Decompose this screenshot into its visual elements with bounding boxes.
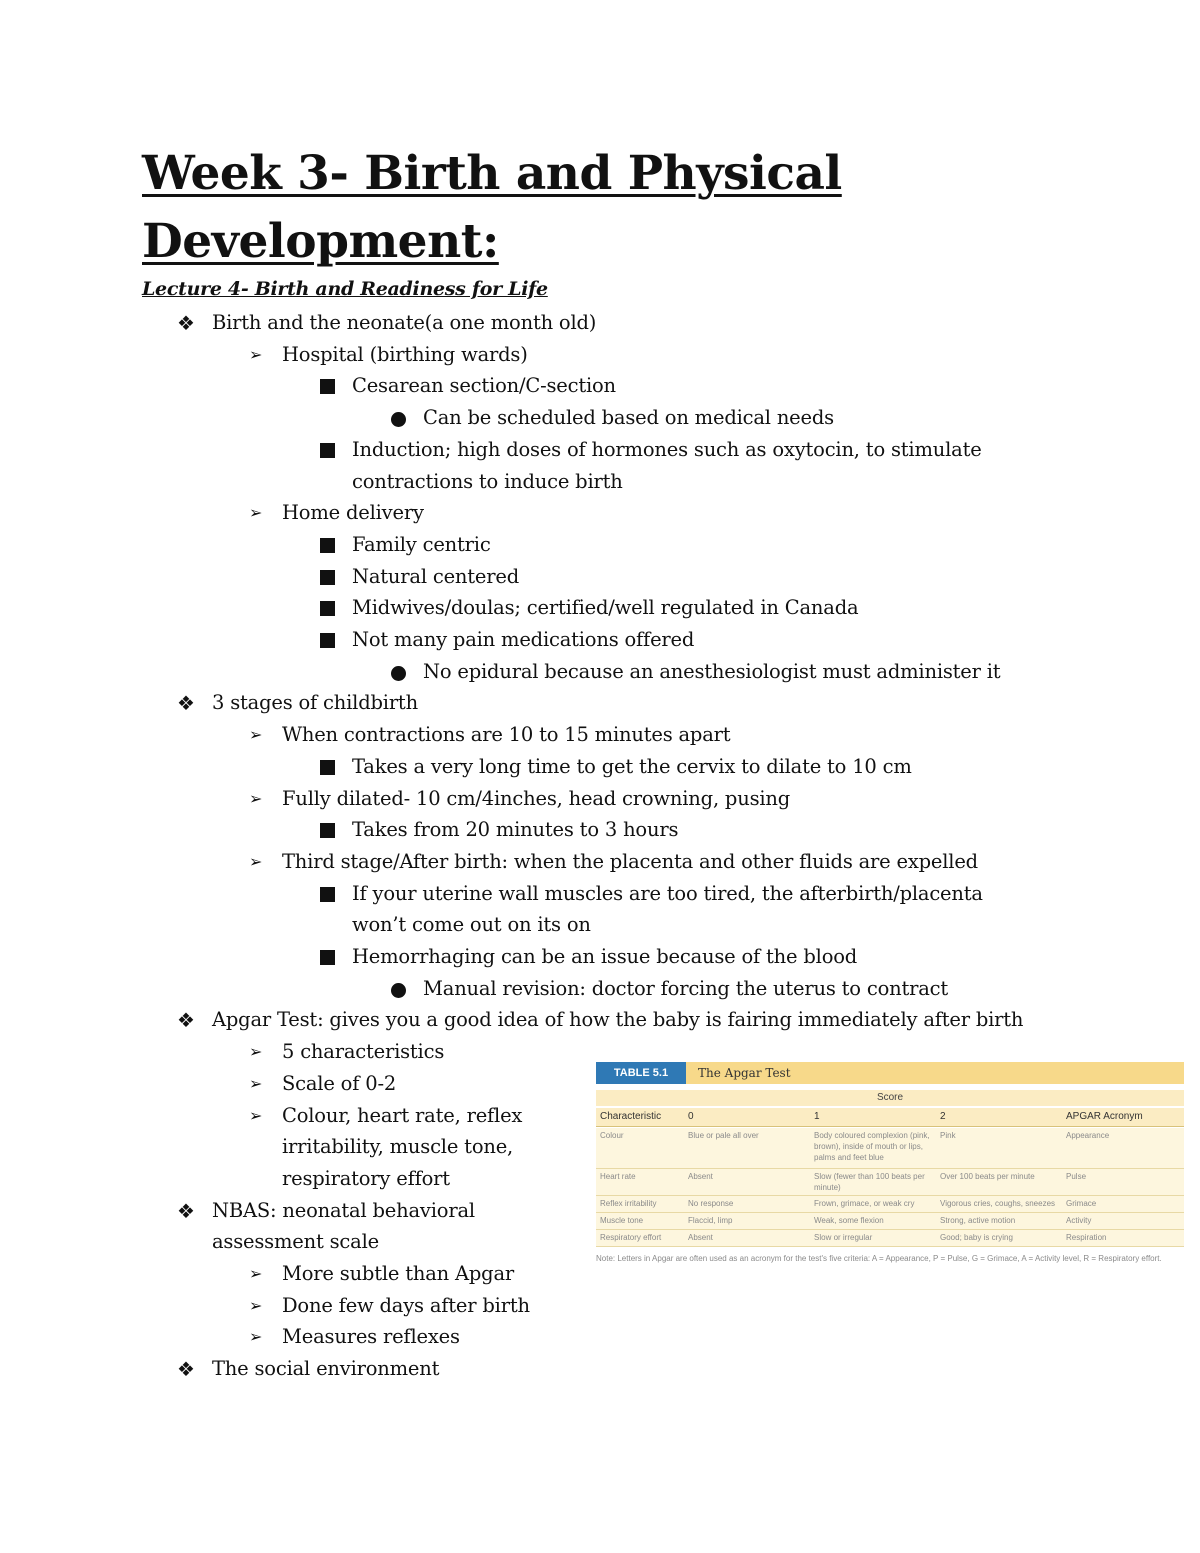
square-shape (320, 570, 335, 585)
square-bullet-icon (320, 532, 335, 553)
lecture-subtitle: Lecture 4- Birth and Readiness for Life (142, 278, 548, 300)
outline-item-level-2: 5 characteristics (282, 1040, 445, 1064)
table-cell: Strong, active motion (940, 1216, 1016, 1225)
table-tag: TABLE 5.1 (596, 1062, 686, 1084)
outline-item-level-2: Colour, heart rate, reflex (282, 1103, 523, 1127)
column-header: 0 (688, 1111, 694, 1122)
outline-item-level-3: Takes a very long time to get the cervix to dilate to 10 cm (352, 754, 912, 778)
square-bullet-icon (320, 881, 335, 902)
outline-item-level-4: Can be scheduled based on medical needs (423, 406, 834, 430)
square-bullet-icon (320, 564, 335, 585)
column-header: APGAR Acronym (1066, 1111, 1143, 1122)
column-header: 2 (940, 1111, 946, 1122)
column-header: 1 (814, 1111, 820, 1122)
dot-bullet-icon (391, 976, 406, 998)
square-bullet-icon (320, 944, 335, 965)
table-row (596, 1196, 1184, 1213)
outline-item-level-3: Induction; high doses of hormones such as oxytocin, to stimulate (352, 437, 982, 461)
outline-item-level-2: Hospital (birthing wards) (282, 342, 528, 366)
table-cell: Activity (1066, 1216, 1092, 1225)
outline-item-level-3: Hemorrhaging can be an issue because of the blood (352, 945, 858, 968)
outline-item-level-3: Takes from 20 minutes to 3 hours (352, 818, 679, 842)
table-cell: Body coloured complexion (pink, brown), inside of mouth or lips, palms and feet blue (814, 1131, 930, 1162)
square-shape (320, 379, 335, 394)
arrow-bullet-icon: ➢ (249, 725, 263, 745)
table-cell: Absent (688, 1172, 713, 1181)
arrow-bullet-icon: ➢ (249, 1327, 263, 1347)
table-cell: Reflex irritability (600, 1199, 657, 1208)
outline-item-level-3: contractions to induce birth (352, 469, 623, 493)
square-bullet-icon (320, 627, 335, 648)
table-row (596, 1128, 1184, 1169)
square-bullet-icon (320, 817, 335, 838)
arrow-bullet-icon: ➢ (249, 503, 263, 523)
diamond-bullet-icon: ❖ (177, 691, 195, 716)
outline-item-level-1: assessment scale (212, 1230, 379, 1254)
table-column-headers (596, 1108, 1184, 1127)
diamond-bullet-icon: ❖ (177, 1198, 195, 1223)
table-header-bar (596, 1062, 1184, 1084)
outline-item-level-2: irritability, muscle tone, (282, 1135, 514, 1159)
table-note: Note: Letters in Apgar are often used as an acronym for the test's five criteria: A = Appearance, P = Pulse, G = Grimace, A = Activity level, R = Respiratory effort. (596, 1254, 1162, 1263)
outline-item-level-3: Midwives/doulas; certified/well regulated in Canada (352, 596, 859, 620)
page-title (142, 140, 1042, 276)
table-cell: Frown, grimace, or weak cry (814, 1199, 915, 1208)
square-bullet-icon (320, 373, 335, 394)
table-cell: Appearance (1066, 1131, 1110, 1140)
square-shape (320, 887, 335, 902)
apgar-table-image (596, 1062, 1184, 1272)
column-header: Characteristic (600, 1111, 662, 1122)
diamond-bullet-icon: ❖ (177, 1008, 195, 1033)
square-shape (320, 823, 335, 838)
table-cell: Weak, some flexion (814, 1216, 884, 1225)
outline-item-level-1: 3 stages of childbirth (212, 691, 418, 715)
square-shape (320, 950, 335, 965)
square-shape (320, 443, 335, 458)
outline-item-level-1: Birth and the neonate(a one month old) (212, 311, 597, 334)
table-cell: Over 100 beats per minute (940, 1172, 1035, 1181)
outline-item-level-1: The social environment (212, 1357, 440, 1381)
outline-item-level-4: Manual revision: doctor forcing the uterus to contract (423, 976, 949, 1000)
table-cell: Pink (940, 1131, 956, 1140)
table-cell: Colour (600, 1131, 624, 1140)
table-cell: Muscle tone (600, 1216, 644, 1225)
table-cell: No response (688, 1199, 734, 1208)
arrow-bullet-icon: ➢ (249, 788, 263, 808)
square-bullet-icon (320, 595, 335, 616)
table-cell: Grimace (1066, 1199, 1097, 1208)
arrow-bullet-icon: ➢ (249, 344, 263, 364)
title-line-2: Development: (142, 214, 499, 269)
outline-item-level-3: Natural centered (352, 564, 520, 588)
table-cell: Absent (688, 1233, 713, 1242)
arrow-bullet-icon: ➢ (249, 1042, 263, 1062)
arrow-bullet-icon: ➢ (249, 1073, 263, 1093)
dot-shape (391, 666, 406, 681)
outline-item-level-2: Scale of 0-2 (282, 1071, 397, 1095)
outline-item-level-3: won’t come out on its on (352, 913, 591, 937)
outline-item-level-3: Cesarean section/C-section (352, 374, 616, 398)
outline-item-level-2: Third stage/After birth: when the placenta and other fluids are expelled (282, 849, 978, 873)
diamond-bullet-icon: ❖ (177, 311, 195, 335)
square-shape (320, 633, 335, 648)
square-shape (320, 538, 335, 553)
outline-item-level-2: More subtle than Apgar (282, 1262, 514, 1285)
square-shape (320, 601, 335, 616)
table-cell: Slow (fewer than 100 beats per minute) (814, 1172, 925, 1192)
outline-item-level-2: Measures reflexes (282, 1325, 460, 1349)
table-cell: Respiratory effort (600, 1233, 662, 1242)
square-bullet-icon (320, 437, 335, 458)
dot-shape (391, 983, 406, 998)
dot-bullet-icon (391, 659, 406, 681)
outline-item-level-3: If your uterine wall muscles are too tired, the afterbirth/placenta (352, 881, 983, 905)
outline-item-level-2: Fully dilated- 10 cm/4inches, head crowning, pusing (282, 786, 791, 810)
outline-item-level-2: Home delivery (282, 501, 424, 525)
outline-item-level-2: respiratory effort (282, 1166, 450, 1190)
table-cell: Vigorous cries, coughs, sneezes (940, 1199, 1056, 1208)
outline-item-level-2: When contractions are 10 to 15 minutes apart (282, 723, 731, 747)
outline-item-level-4: No epidural because an anesthesiologist must administer it (423, 659, 1001, 683)
outline-item-level-3: Family centric (352, 532, 491, 556)
dot-shape (391, 412, 406, 427)
arrow-bullet-icon: ➢ (249, 1264, 263, 1283)
title-line-1: Week 3- Birth and Physical (142, 146, 842, 201)
table-cell: Good; baby is crying (940, 1233, 1013, 1242)
table-cell: Flaccid, limp (688, 1216, 733, 1225)
dot-bullet-icon (391, 405, 406, 427)
outline-item-level-1: NBAS: neonatal behavioral (212, 1198, 475, 1222)
arrow-bullet-icon: ➢ (249, 1105, 263, 1125)
outline-item-level-2: Done few days after birth (282, 1293, 530, 1317)
outline-item-level-3: Not many pain medications offered (352, 628, 695, 651)
square-bullet-icon (320, 754, 335, 775)
table-cell: Blue or pale all over (688, 1131, 759, 1140)
table-cell: Slow or irregular (814, 1233, 873, 1242)
diamond-bullet-icon: ❖ (177, 1357, 195, 1382)
outline-item-level-1: Apgar Test: gives you a good idea of how the baby is fairing immediately after birth (212, 1008, 1024, 1032)
table-row (596, 1230, 1184, 1247)
table-row (596, 1169, 1184, 1196)
table-cell: Pulse (1066, 1172, 1087, 1181)
square-shape (320, 760, 335, 775)
table-cell: Respiration (1066, 1233, 1107, 1242)
table-row (596, 1213, 1184, 1230)
table-caption: The Apgar Test (698, 1066, 791, 1080)
arrow-bullet-icon: ➢ (249, 851, 263, 871)
table-score-label: Score (596, 1090, 1184, 1106)
table-cell: Heart rate (600, 1172, 636, 1181)
arrow-bullet-icon: ➢ (249, 1295, 263, 1315)
